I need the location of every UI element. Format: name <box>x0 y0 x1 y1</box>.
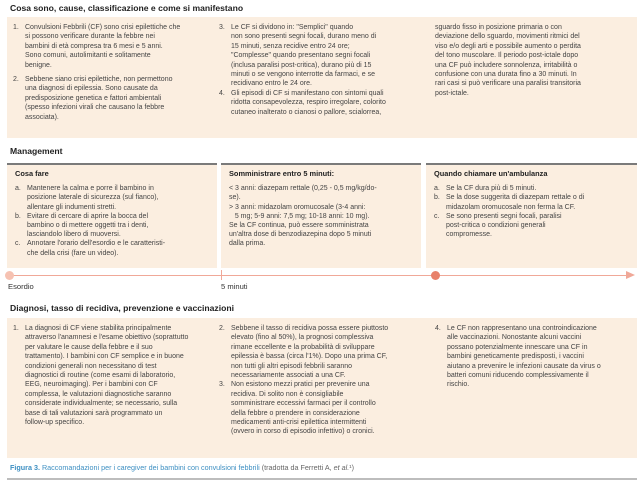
diagnosis-column-1 <box>13 324 213 427</box>
timeline-ambulance-dot <box>431 271 440 280</box>
diagnosis-item-number: 1. <box>13 325 19 332</box>
diagnosis-item <box>13 324 213 427</box>
causes-item-text <box>25 23 213 70</box>
text-line: diagnostici di routine (come esami di laboratorio, <box>25 372 176 380</box>
text-line: medicamenti anti-crisi epilettica intermittenti <box>231 419 367 427</box>
text-line: complessa, le valutazioni diagnostiche saranno <box>25 390 172 398</box>
causes-line: post-ictale. <box>435 89 469 97</box>
diagnosis-item-text <box>25 324 213 427</box>
causes-item-number: 4. <box>219 89 225 97</box>
text-line: Sebbene siano crisi epilettiche, non permettono <box>25 76 173 84</box>
text-line: per valutare le cause della febbre e il suo <box>25 343 153 351</box>
text-line: base di tali valutazioni sarà programmato un <box>25 409 163 417</box>
ambulance-item <box>434 193 631 211</box>
text-line: follow-up specifico. <box>25 419 85 427</box>
text-line: recidivano entro le 24 ore. <box>231 80 312 88</box>
causes-item-number: 3. <box>219 24 225 31</box>
text-line: EEG, neuroimaging). Per i bambini con CF <box>25 381 158 389</box>
what-to-do-item-label: c. <box>15 240 21 248</box>
diagnosis-item-text <box>231 324 429 380</box>
ambulance-item-label: c. <box>434 212 440 220</box>
ambulance-item-text <box>446 212 562 240</box>
text-line: midazolam oromucosale non ferma la CF. <box>446 203 576 211</box>
administer-line: 5 mg; 5-9 anni: 7,5 mg; 10-18 anni: 10 mg). <box>229 212 370 220</box>
what-to-do-item <box>15 184 211 212</box>
text-line: rischio. <box>447 381 470 389</box>
administer-line: se). <box>229 194 241 202</box>
diagnosis-item <box>219 380 429 436</box>
what-to-do-item-text <box>27 239 165 257</box>
causes-line: deviazione dello sguardo, movimenti ritmici del <box>435 33 580 41</box>
text-line: trattamento). I bambini con CF semplice e in buone <box>25 353 184 361</box>
causes-column-2 <box>219 23 429 117</box>
box-what-to-do-title: Cosa fare <box>15 169 49 178</box>
administer-line: > 3 anni: midazolam oromucosale (3-4 anni: <box>229 203 366 211</box>
text-line: Convulsioni Febbrili (CF) sono crisi epilettiche che <box>25 24 181 31</box>
text-line: Sono comuni, autolimitanti e solitamente <box>25 52 151 60</box>
causes-column-3 <box>435 23 633 98</box>
box-ambulance-title: Quando chiamare un'ambulanza <box>434 169 548 178</box>
text-line: bambini geneticamente predisposti, i vaccini <box>447 353 584 361</box>
ambulance-item-text <box>446 184 536 193</box>
text-line: ridotta consapevolezza, respiro irregolare, colorito <box>231 99 386 107</box>
diagnosis-item <box>435 324 633 390</box>
text-line: somministrare eccessivi farmaci per il controllo <box>231 400 376 408</box>
text-line: Sebbene il tasso di recidiva possa essere piuttosto <box>231 325 389 332</box>
text-line: Evitare di cercare di aprire la bocca del <box>27 212 149 220</box>
text-line: necessariamente associati a una CF. <box>231 372 346 380</box>
text-line: (inclusa paralisi post-critica), durano più di 15 <box>231 61 372 69</box>
causes-item-number: 2. <box>13 76 19 84</box>
text-line: Mantenere la calma e porre il bambino in <box>27 185 154 193</box>
timeline-line <box>7 275 627 276</box>
causes-item-number: 1. <box>13 24 19 31</box>
causes-panel <box>7 17 637 138</box>
text-line: Se la dose suggerita di diazepam rettale o di <box>446 194 585 202</box>
text-line: post-critica o condizioni generali <box>446 222 546 230</box>
what-to-do-item <box>15 212 211 240</box>
timeline-start-label: Esordio <box>8 282 34 291</box>
text-line: batteri comuni riducendo complessivamente il <box>447 372 589 380</box>
section-title-management: Management <box>10 146 63 156</box>
box-administer-title: Somministrare entro 5 minuti: <box>229 169 335 178</box>
text-line: Non esistono mezzi pratici per prevenire una <box>231 381 370 389</box>
text-line: condizioni generali non necessitano di test <box>25 362 157 370</box>
administer-line: un'altra dose di benzodiazepina dopo 5 minuti <box>229 231 372 239</box>
text-line: "Complesse" quando presentano segni focali <box>231 52 371 60</box>
box-administer <box>221 163 421 268</box>
box-ambulance <box>426 163 637 268</box>
text-line: Gli episodi di CF si manifestano con sintomi quali <box>231 89 384 97</box>
administer-line: dalla prima. <box>229 240 266 248</box>
causes-line: una CF può includere sonnolenza, irritabilità o <box>435 61 578 69</box>
text-line: Le CF non rappresentano una controindicazione <box>447 325 597 332</box>
figure-number: Figura 3. <box>10 463 40 472</box>
text-line: compromesse. <box>446 231 492 239</box>
diagnosis-panel <box>7 318 637 458</box>
what-to-do-item-label: a. <box>15 185 21 193</box>
causes-line: confusione con una durata fino a 30 minuti. In <box>435 71 577 79</box>
text-line: posizione laterale di sicurezza (sul fianco), <box>27 194 159 202</box>
text-line: bambino o di mettere oggetti tra i denti, <box>27 222 149 230</box>
text-line: (spesso infezioni virali che causano la febbre <box>25 104 165 112</box>
figure-title: Raccomandazioni per i caregiver dei bambini con convulsioni febbrili <box>41 463 260 472</box>
text-line: aiutano a prevenire le infezioni causate da virus o <box>447 362 601 370</box>
causes-item <box>13 75 213 122</box>
ambulance-item-text <box>446 193 584 211</box>
diagnosis-item-number: 3. <box>219 381 225 389</box>
section-title-causes: Cosa sono, cause, classificazione e come si manifestano <box>10 3 244 13</box>
ambulance-item <box>434 184 631 193</box>
text-line: 15 minuti, senza recidive entro 24 ore; <box>231 42 350 50</box>
text-line: predisposizione genetica e fattori ambientali <box>25 94 162 102</box>
ambulance-item-label: b. <box>434 194 440 202</box>
text-line: bambini di età compresa tra 6 mesi e 5 anni. <box>25 42 163 50</box>
causes-item <box>219 23 429 89</box>
ambulance-item-label: a. <box>434 185 440 193</box>
text-line: alle vaccinazioni. Nonostante alcuni vaccini <box>447 334 582 342</box>
text-line: non sono presenti segni focali, durano meno di <box>231 33 377 41</box>
text-line: Le CF si dividono in: "Semplici" quando <box>231 24 354 31</box>
timeline-5min-tick <box>221 270 222 280</box>
ambulance-item <box>434 212 631 240</box>
timeline-5min-label: 5 minuti <box>221 282 248 291</box>
text-line: considerate individualmente; se necessario, sulla <box>25 400 178 408</box>
diagnosis-item-text <box>447 324 633 390</box>
text-line: benigne. <box>25 61 52 69</box>
text-line: recidiva. Di solito non è consigliabile <box>231 390 344 398</box>
text-line: elevato (fino al 50%), la prognosi complessiva <box>231 334 374 342</box>
text-line: Se la CF dura più di 5 minuti. <box>446 185 537 193</box>
text-line: possano potenzialmente innescare una CF in <box>447 343 588 351</box>
diagnosis-column-3 <box>435 324 633 390</box>
text-line: Se sono presenti segni focali, paralisi <box>446 212 562 220</box>
what-to-do-item-label: b. <box>15 212 21 220</box>
administer-line: < 3 anni: diazepam rettale (0,25 - 0,5 mg/kg/do- <box>229 185 377 193</box>
causes-line: rari casi si può verificare una paralisi transitoria <box>435 80 581 88</box>
text-line: che della crisi (fare un video). <box>27 249 119 257</box>
box-what-to-do <box>7 163 217 268</box>
text-line: epilessia è bassa (circa l'1%). Dopo una prima CF, <box>231 353 388 361</box>
text-line: La diagnosi di CF viene stabilita principalmente <box>25 325 172 332</box>
causes-item <box>13 23 213 70</box>
what-to-do-item <box>15 239 211 257</box>
section-title-diagnosis: Diagnosi, tasso di recidiva, prevenzione e vaccinazioni <box>10 303 234 313</box>
causes-line: del tono muscolare. Il periodo post-ictale dopo <box>435 52 579 60</box>
figure-caption <box>10 463 354 472</box>
text-line: allentare gli indumenti stretti. <box>27 203 117 211</box>
causes-item <box>219 89 429 117</box>
text-line: non tutti gli altri episodi febbrili saranno <box>231 362 353 370</box>
causes-line: sguardo fisso in posizione primaria o con <box>435 24 562 31</box>
causes-line: viso e/o degli arti e possibile aumento o perdita <box>435 42 581 50</box>
text-line: Annotare l'orario dell'esordio e le caratteristi- <box>27 240 166 248</box>
causes-item-text <box>25 75 213 122</box>
what-to-do-item-text <box>27 184 159 212</box>
what-to-do-item-text <box>27 212 148 240</box>
text-line: cutaneo inalterato o cianosi o pallore, scialorrea, <box>231 108 382 116</box>
text-line: una diagnosi di epilessia. Sono causate da <box>25 85 158 93</box>
text-line: minuti o se vengono interrotte da farmaci, e se <box>231 71 375 79</box>
text-line: attraverso l'anamnesi e l'esame obiettivo (soprattutto <box>25 334 189 342</box>
timeline-start-dot <box>5 271 14 280</box>
diagnosis-item-text <box>231 380 429 436</box>
administer-line: Se la CF continua, può essere somministrata <box>229 222 369 230</box>
diagnosis-item-number: 4. <box>435 325 441 332</box>
diagnosis-column-2 <box>219 324 429 437</box>
text-line: si possono verificare durante la febbre nei <box>25 33 155 41</box>
bottom-rule <box>7 478 637 480</box>
text-line: rimane eccellente e la probabilità di sviluppare <box>231 343 375 351</box>
figure-source: (tradotta da Ferretti A, et al.¹) <box>261 463 354 472</box>
text-line: lasciandolo libero di muoversi. <box>27 231 121 239</box>
text-line: associata). <box>25 113 59 121</box>
diagnosis-item-number: 2. <box>219 325 225 332</box>
causes-item-text <box>231 89 429 117</box>
diagnosis-item <box>219 324 429 380</box>
text-line: della febbre o prendere in considerazione <box>231 409 360 417</box>
text-line: (ovvero in corso di episodio infettivo) o cronici. <box>231 428 375 436</box>
causes-item-text <box>231 23 429 89</box>
causes-column-1 <box>13 23 213 122</box>
timeline-arrow-icon <box>626 271 635 279</box>
